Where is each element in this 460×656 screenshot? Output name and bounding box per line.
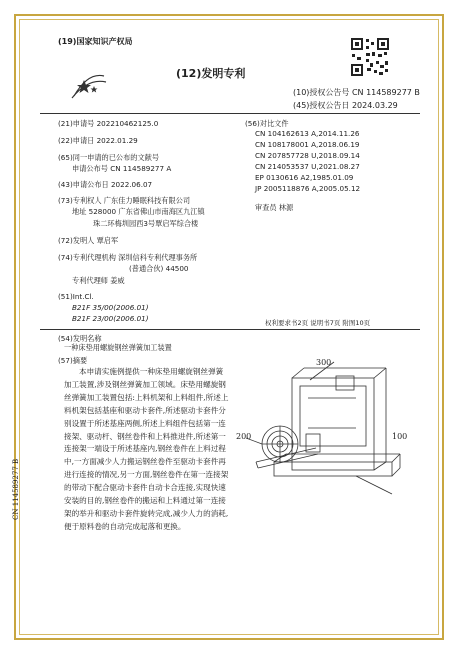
assignee-address-line-2: 珠二环梅圳园西3号覃启军综合楼 [93, 219, 199, 228]
figure-label-200: 200 [236, 432, 252, 441]
abstract-figure [236, 358, 414, 510]
reference-item: CN 108178001 A,2018.06.19 [255, 140, 360, 149]
reference-item: CN 207857728 U,2018.09.14 [255, 151, 360, 160]
figure-label-300: 300 [316, 358, 332, 367]
page-count-summary: 权利要求书2页 说明书7页 附图10页 [265, 319, 371, 327]
document-type: (12)发明专利 [176, 67, 246, 80]
cnipa-logo-icon [68, 66, 108, 102]
abstract-text: 本申请实施例提供一种床垫用螺旋钢丝弹簧加工装置,涉及钢丝弹簧加工领域。床垫用螺旋钢丝弹簧加工装置包括:上料机架和上料组件,所述上料机架包括基座和驱动卡套件,所述驱动卡套件分别设置于所述基座两侧,所述上料组件包括第一连接架、驱动杆、钢丝卷件和上料推进件,所述第一连接架一端设于所述基座内,钢丝卷件在上料过程中,一方面减少人力搬运钢丝卷件至驱动卡套件再进行连接的情况,另一方面,钢丝卷件在第一连接架的带动下配合驱动卡套件自动卡合连接,实现快速安装的目的,钢丝卷件的搬运和上料通过第一连接架的举升和驱动卡套件旋转完成,减少人力的消耗,便于原料卷的自动完成起落和更换。 [64, 367, 229, 531]
reference-item: EP 0130616 A2,1985.01.09 [255, 173, 354, 182]
assignee: (73)专利权人 广东佳力睡眠科技有限公司 [58, 196, 191, 205]
publication-number: (10)授权公告号 CN 114589277 B [293, 88, 420, 97]
int-cl-2: B21F 23/00(2006.01) [72, 314, 149, 323]
side-publication-number: CN 114589277 B [12, 458, 20, 520]
application-date: (22)申请日 2022.01.29 [58, 136, 138, 145]
examiner: 审查员 林源 [255, 203, 294, 212]
abstract-label: (57)摘要 [58, 356, 88, 365]
reference-item: JP 2005118876 A,2005.05.12 [255, 184, 361, 193]
application-number: (21)申请号 202210462125.0 [58, 119, 159, 128]
inventor: (72)发明人 覃启军 [58, 236, 119, 245]
prior-publication-date: (43)申请公布日 2022.06.07 [58, 180, 153, 189]
publication-date: (45)授权公告日 2024.03.29 [293, 101, 398, 110]
prior-publication-number: 申请公布号 CN 114589277 A [72, 164, 172, 173]
invention-title-label: (54)发明名称 [58, 334, 102, 343]
patent-agent: 专利代理师 姜威 [72, 276, 125, 285]
int-cl-title: (51)Int.Cl. [58, 292, 94, 301]
office-name: (19)国家知识产权局 [58, 37, 133, 46]
assignee-address-line-1: 地址 528000 广东省佛山市南海区九江镇 [72, 207, 205, 216]
invention-title: 一种床垫用螺旋钢丝弹簧加工装置 [64, 343, 172, 352]
reference-item: CN 104162613 A,2014.11.26 [255, 129, 360, 138]
header-divider [40, 113, 420, 114]
middle-divider [40, 329, 420, 330]
patent-agency-code: (普通合伙) 44500 [129, 264, 189, 273]
references-title: (56)对比文件 [245, 119, 289, 128]
prior-publication-title: (65)同一申请的已公布的文献号 [58, 153, 160, 162]
patent-agency: (74)专利代理机构 深圳信科专利代理事务所 [58, 253, 198, 262]
int-cl-1: B21F 35/00(2006.01) [72, 303, 149, 312]
qr-code-icon [350, 37, 390, 77]
certificate-border-inner [19, 19, 439, 635]
figure-label-100: 100 [392, 432, 408, 441]
reference-item: CN 214053537 U,2021.08.27 [255, 162, 360, 171]
